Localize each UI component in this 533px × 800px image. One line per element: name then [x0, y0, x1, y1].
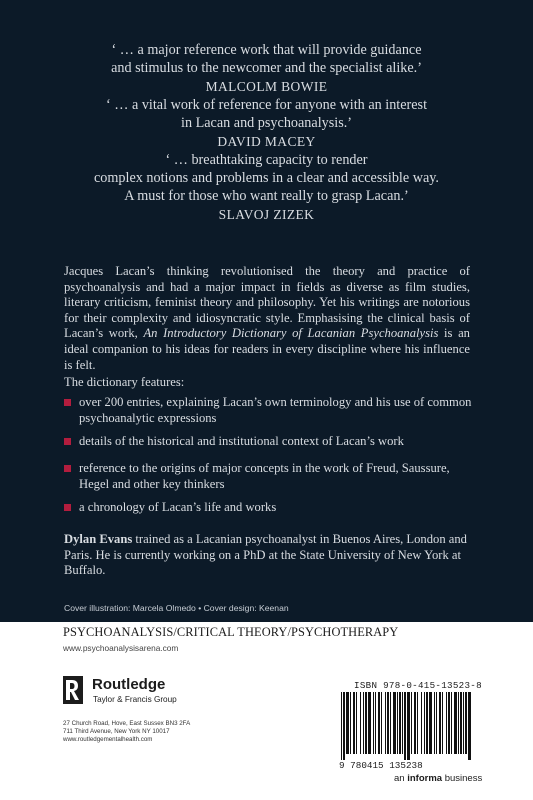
- quote-line: ‘ … a vital work of reference for anyone with an interest: [105, 97, 428, 113]
- description-text: is an ideal companion to his ideas for readers in every discipline where his influence is felt.: [64, 326, 470, 372]
- cover-credits: Cover illustration: Marcela Olmedo • Cover design: Keenan: [64, 603, 289, 613]
- informa-suffix: business: [442, 773, 483, 784]
- quote-author: SLAVOJ ZIZEK: [218, 207, 315, 222]
- feature-item: [64, 395, 474, 426]
- book-title: An Introductory Dictionary of Lacanian Psychoanalysis: [143, 326, 439, 341]
- quote-line: A must for those who want really to grasp Lacan.’: [124, 188, 409, 204]
- barcode-number: 9 780415 135238: [339, 760, 423, 771]
- bio-text: trained as a Lacanian psychoanalyst in Buenos Aires, London and Paris. He is currently working on a PhD at the State University of New York at Buffalo.: [64, 532, 467, 578]
- quote-bowie: [0, 41, 533, 96]
- description-text: Jacques Lacan’s thinking revolutionised the theory and practice of psychoanalysis and had a major impact in fields as diverse as film studies, literary criticism, feminist theory and philosophy. Yet his writings are notorious for their complexity and idiosyncratic style. Emphasising the clinical basis of Lacan’s work,: [64, 264, 470, 341]
- quote-line: ‘ … breathtaking capacity to render: [165, 152, 368, 168]
- feature-text: a chronology of Lacan’s life and works: [79, 500, 277, 514]
- publisher-name: Routledge: [92, 676, 166, 693]
- website-link[interactable]: www.psychoanalysisarena.com: [63, 643, 179, 653]
- author-name: Dylan Evans: [64, 532, 133, 546]
- quote-author: DAVID MACEY: [217, 134, 316, 149]
- feature-text: over 200 entries, explaining Lacan’s own terminology and his use of common psychoanalytic expressions: [79, 395, 472, 425]
- publisher-footer: [0, 622, 533, 800]
- quote-line: complex notions and problems in a clear and accessible way.: [94, 170, 439, 186]
- quote-line: in Lacan and psychoanalysis.’: [181, 115, 352, 131]
- quote-line: and stimulus to the newcomer and the specialist alike.’: [111, 60, 422, 76]
- bullet-icon: [64, 465, 71, 472]
- isbn-label: ISBN 978-0-415-13523-8: [354, 680, 482, 691]
- address-line: www.routledgementalhealth.com: [63, 735, 153, 743]
- publisher-address: [63, 720, 190, 743]
- bullet-icon: [64, 504, 71, 511]
- routledge-logo-icon: [63, 676, 83, 704]
- publisher-group: Taylor & Francis Group: [93, 695, 177, 704]
- informa-brand: informa: [407, 773, 443, 784]
- quote-zizek: [0, 151, 533, 224]
- author-bio: [64, 532, 474, 579]
- informa-tagline: [394, 773, 482, 784]
- quote-macey: [0, 96, 533, 151]
- address-line: 27 Church Road, Hove, East Sussex BN3 2FA: [63, 720, 191, 727]
- address-line: 711 Third Avenue, New York NY 10017: [63, 727, 170, 735]
- barcode-icon: [339, 692, 471, 760]
- book-description: [64, 264, 470, 373]
- bullet-icon: [64, 399, 71, 406]
- quote-author: MALCOLM BOWIE: [205, 79, 328, 94]
- bullet-icon: [64, 438, 71, 445]
- feature-item: [64, 500, 474, 516]
- subject-categories: PSYCHOANALYSIS/CRITICAL THEORY/PSYCHOTHERAPY: [63, 625, 399, 639]
- feature-item: [64, 461, 474, 492]
- feature-text: reference to the origins of major concepts in the work of Freud, Saussure, Hegel and other key thinkers: [79, 461, 450, 491]
- quote-line: ‘ … a major reference work that will provide guidance: [111, 42, 422, 58]
- feature-text: details of the historical and institutional context of Lacan’s work: [79, 434, 404, 448]
- feature-item: [64, 434, 474, 450]
- features-heading: The dictionary features:: [64, 375, 185, 389]
- informa-prefix: an: [394, 773, 408, 784]
